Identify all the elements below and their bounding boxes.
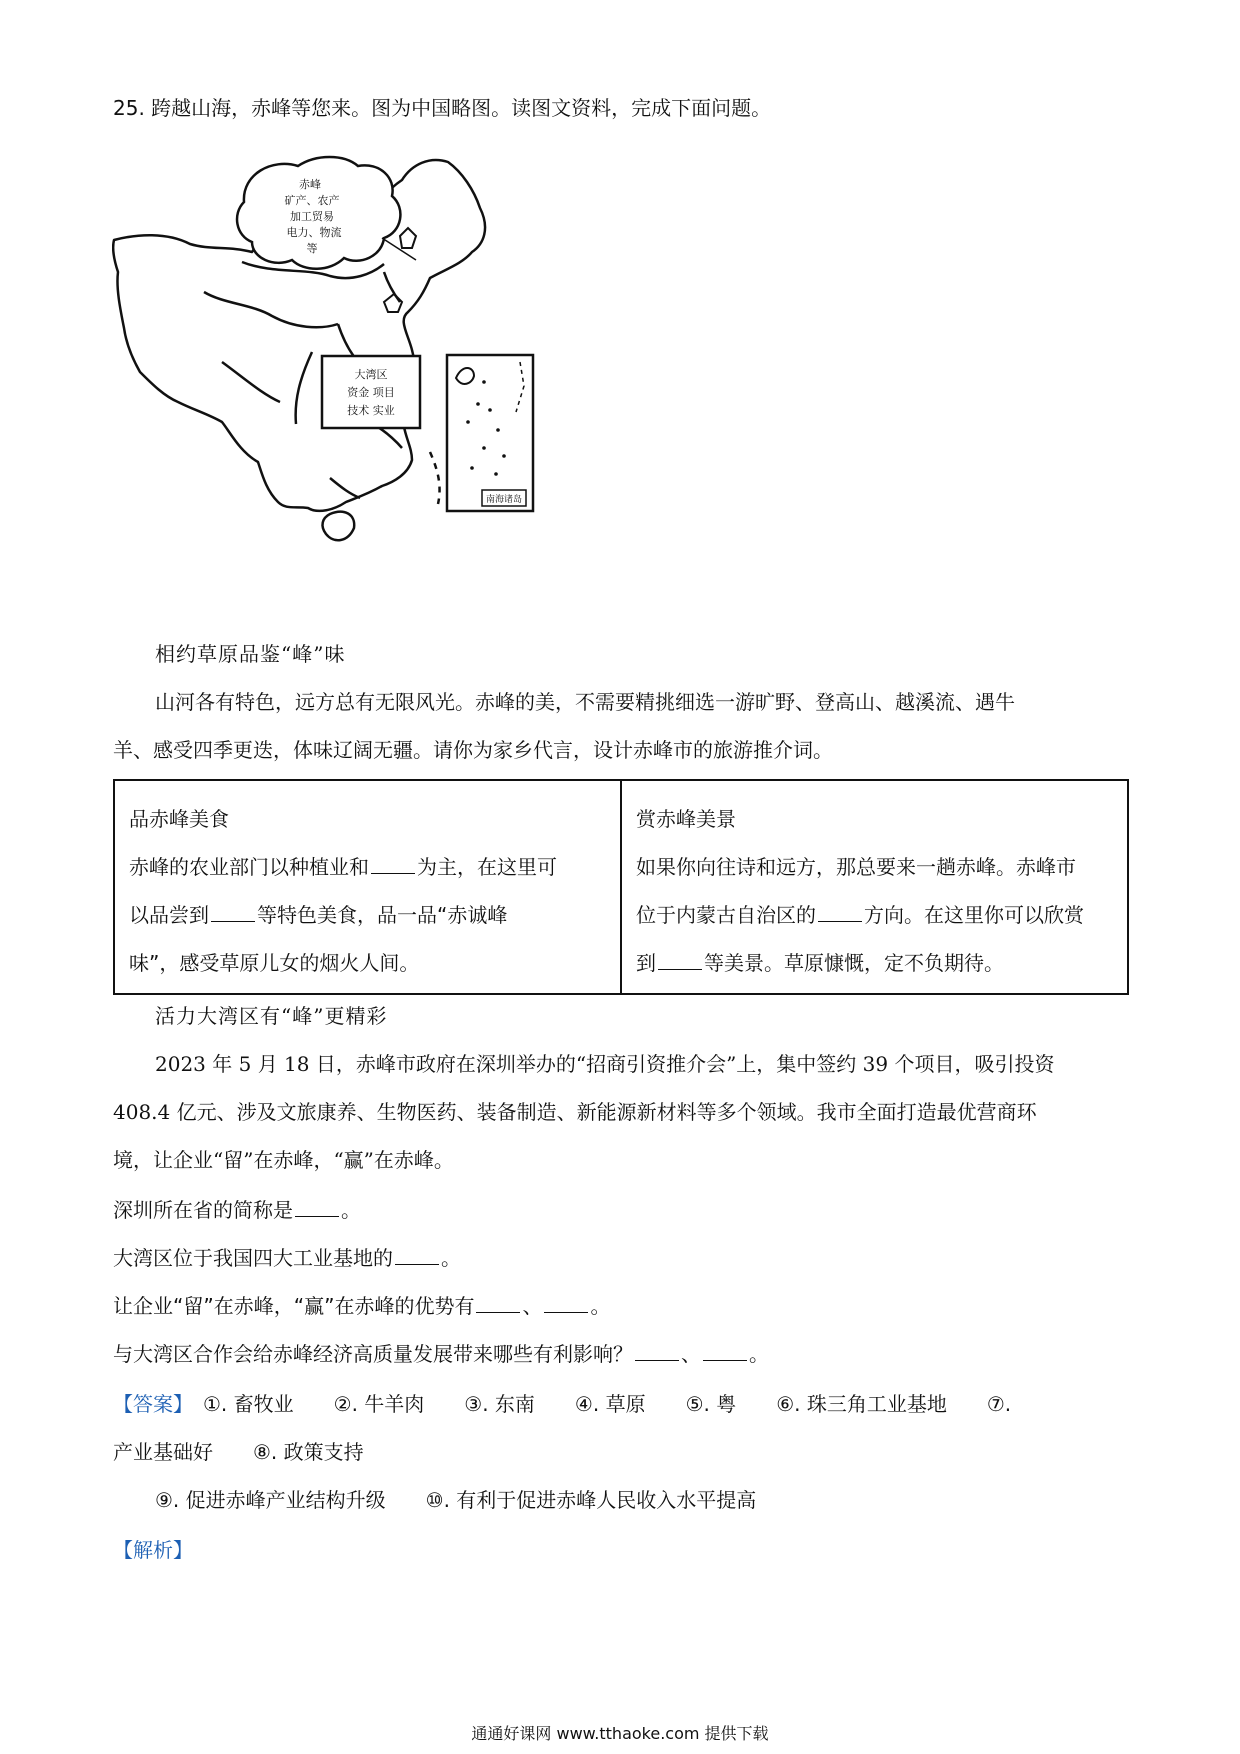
food-cell-line2: 以品尝到 等特色美食，品一品“赤诚峰 <box>129 903 508 927</box>
bubble-callout <box>237 157 416 269</box>
scenery-cell <box>621 780 1128 994</box>
svg-text:赤峰: 赤峰 <box>299 178 321 191</box>
answer-label: 【答案】 <box>113 1392 183 1416</box>
answer-blank <box>211 903 255 922</box>
svg-text:技术 实业: 技术 实业 <box>347 404 395 417</box>
svg-text:资金 项目: 资金 项目 <box>347 386 395 399</box>
question-title: 25. 跨越山海，赤峰等您来。图为中国略图。读图文资料，完成下面问题。 <box>113 96 772 120</box>
answer-line3: ⑨. 促进赤峰产业结构升级 ⑩. 有利于促进赤峰人民收入水平提高 <box>155 1488 757 1512</box>
svg-text:加工贸易: 加工贸易 <box>290 210 334 223</box>
svg-text:电力、物流: 电力、物流 <box>286 226 342 239</box>
section1-para-line2: 羊、感受四季更迭，体味辽阔无疆。请你为家乡代言，设计赤峰市的旅游推介词。 <box>113 738 833 762</box>
answer-blank <box>703 1342 747 1361</box>
tourism-table <box>113 779 1129 995</box>
section1-para-line1: 山河各有特色，远方总有无限风光。赤峰的美，不需要精挑细选一游旷野、登高山、越溪流、遇牛 <box>155 690 1015 714</box>
answer-blank <box>818 903 862 922</box>
svg-text:等: 等 <box>306 242 318 255</box>
food-cell <box>114 780 621 994</box>
svg-text:南海诸岛: 南海诸岛 <box>485 495 523 505</box>
section2-para-line1: 2023 年 5 月 18 日，赤峰市政府在深圳举办的“招商引资推介会”上，集中签约 39 个项目，吸引投资 <box>155 1052 1055 1076</box>
svg-text:大湾区: 大湾区 <box>354 368 388 381</box>
svg-text:矿产、农产: 矿产、农产 <box>284 194 340 207</box>
answer-blank <box>295 1198 339 1217</box>
answer-blank <box>658 951 702 970</box>
china-map-figure <box>112 152 592 584</box>
question-1: 深圳所在省的简称是 。 <box>113 1198 361 1222</box>
food-cell-title: 品赤峰美食 <box>129 807 229 831</box>
bay-area-box <box>322 356 420 428</box>
scenery-cell-line3: 到 等美景。草原慷慨，定不负期待。 <box>636 951 1004 975</box>
section2-heading: 活力大湾区有“峰”更精彩 <box>155 1004 388 1028</box>
south-china-sea-inset <box>447 355 533 511</box>
food-cell-line1: 赤峰的农业部门以种植业和 为主，在这里可 <box>129 855 557 879</box>
scenery-cell-title: 赏赤峰美景 <box>636 807 736 831</box>
question-4: 与大湾区合作会给赤峰经济高质量发展带来哪些有利影响？ 、 。 <box>113 1342 769 1366</box>
answer-line1: 【答案】 ①. 畜牧业 ②. 牛羊肉 ③. 东南 ④. 草原 ⑤. 粤 ⑥. 珠三角工业基地 ⑦. <box>113 1392 1012 1416</box>
analysis-label: 【解析】 <box>113 1538 193 1562</box>
page-footer: 通通好课网 www.tthaoke.com 提供下载 <box>471 1724 769 1743</box>
food-cell-line3: 味”，感受草原儿女的烟火人间。 <box>129 951 420 975</box>
answer-blank <box>395 1246 439 1265</box>
answer-blank <box>544 1294 588 1313</box>
question-2: 大湾区位于我国四大工业基地的 。 <box>113 1246 461 1270</box>
section1-heading: 相约草原品鉴“峰”味 <box>155 642 346 666</box>
scenery-cell-line1: 如果你向往诗和远方，那总要来一趟赤峰。赤峰市 <box>636 855 1076 879</box>
scenery-cell-line2: 位于内蒙古自治区的 方向。在这里你可以欣赏 <box>636 903 1084 927</box>
answer-line2: 产业基础好 ⑧. 政策支持 <box>113 1440 364 1464</box>
question-3: 让企业“留”在赤峰，“赢”在赤峰的优势有 、 。 <box>113 1294 611 1318</box>
section2-para-line3: 境，让企业“留”在赤峰，“赢”在赤峰。 <box>113 1148 454 1172</box>
section2-para-line2: 408.4 亿元、涉及文旅康养、生物医药、装备制造、新能源新材料等多个领域。我市全面打造最优营商环 <box>113 1100 1037 1124</box>
answer-blank <box>476 1294 520 1313</box>
answer-blank <box>635 1342 679 1361</box>
answer-blank <box>371 855 415 874</box>
